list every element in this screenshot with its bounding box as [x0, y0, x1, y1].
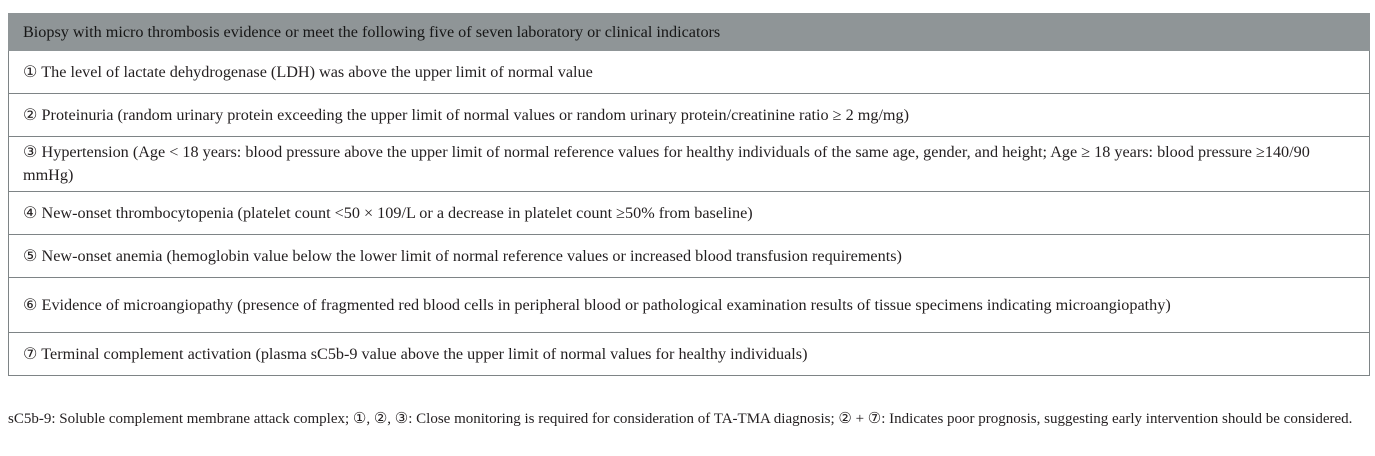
table-row — [9, 94, 1370, 137]
criterion-ldh: ① The level of lactate dehydrogenase (LDH) was above the upper limit of normal value — [9, 51, 1370, 94]
criterion-proteinuria: ② Proteinuria (random urinary protein exceeding the upper limit of normal values or random urinary protein/creatinine ratio ≥ 2 mg/mg) — [9, 94, 1370, 137]
table-header: Biopsy with micro thrombosis evidence or meet the following five of seven laboratory or clinical indicators — [9, 14, 1370, 51]
criteria-table-container — [8, 13, 1370, 376]
table-footnote: sC5b-9: Soluble complement membrane attack complex; ①, ②, ③: Close monitoring is required for consideration of TA-TMA diagnosis; ② + ⑦: Indicates poor prognosis, suggesting early intervention should be considered. — [8, 411, 1353, 427]
table-header-row — [9, 14, 1370, 51]
table-row — [9, 235, 1370, 278]
criterion-thrombocytopenia: ④ New-onset thrombocytopenia (platelet count <50 × 109/L or a decrease in platelet count ≥50% from baseline) — [9, 192, 1370, 235]
table-row — [9, 137, 1370, 192]
table-row — [9, 333, 1370, 376]
criterion-hypertension: ③ Hypertension (Age < 18 years: blood pressure above the upper limit of normal reference values for healthy individuals of the same age, gender, and height; Age ≥ 18 years: blood pressure ≥140/90 mmHg) — [9, 137, 1370, 192]
criteria-table — [8, 13, 1370, 376]
criterion-microangiopathy: ⑥ Evidence of microangiopathy (presence of fragmented red blood cells in peripheral blood or pathological examination results of tissue specimens indicating microangiopathy) — [9, 278, 1370, 333]
table-row — [9, 192, 1370, 235]
table-row — [9, 278, 1370, 333]
table-row — [9, 51, 1370, 94]
criterion-complement: ⑦ Terminal complement activation (plasma sC5b-9 value above the upper limit of normal values for healthy individuals) — [9, 333, 1370, 376]
criterion-anemia: ⑤ New-onset anemia (hemoglobin value below the lower limit of normal reference values or increased blood transfusion requirements) — [9, 235, 1370, 278]
